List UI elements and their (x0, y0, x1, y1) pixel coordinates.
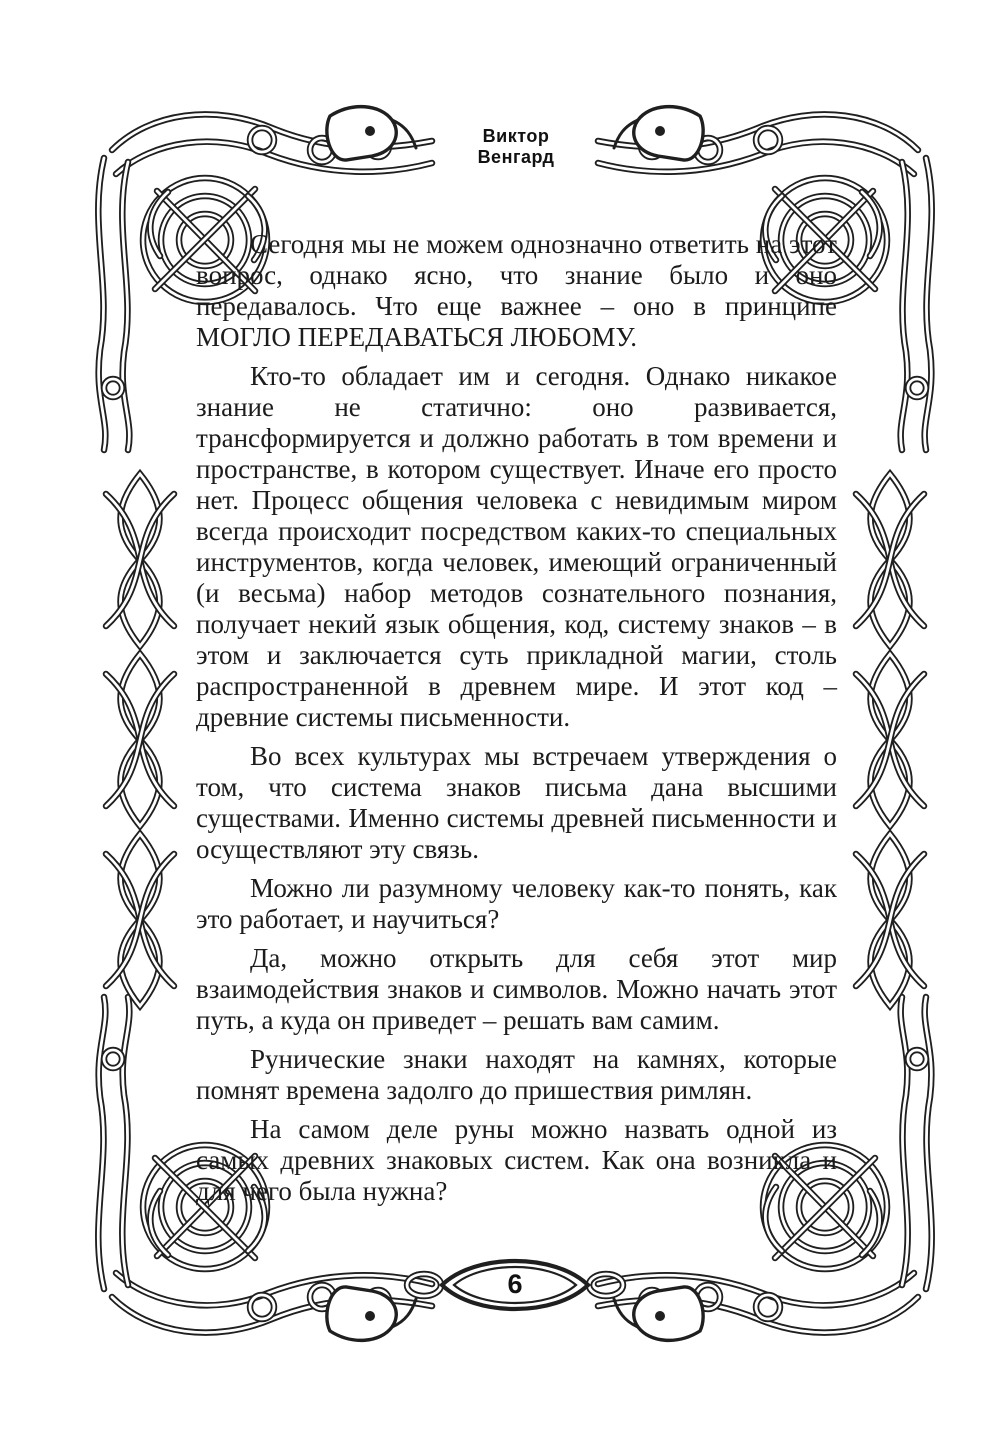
paragraph-5: Да, можно открыть для себя этот мир взаимодействия знаков и символов. Можно начать этот путь, а куда он приведет – решать вам самим. (196, 943, 837, 1035)
paragraph-7: На самом деле руны можно назвать одной из самых древних знаковых систем. Как она возникла и для чего была нужна? (196, 1114, 837, 1206)
author-last-name: Венгард (477, 147, 555, 167)
paragraph-4: Можно ли разумному человеку как-то понять, как это работает, и научиться? (196, 873, 837, 934)
body-text (196, 229, 837, 1215)
paragraph-2: Кто-то обладает им и сегодня. Однако никакое знание не статично: оно развивается, трансформируется и должно работать в том времени и пространстве, в котором существует. Иначе его просто нет. Процесс общения человека с невидимым миром всегда происходит посредством каких-то специальных инструментов, когда человек, имеющий ограниченный (и весьма) набор методов сознательного познания, получает некий язык общения, код, систему знаков – в этом и заключается суть прикладной магии, столь распространенной в древнем мире. И этот код – древние системы письменности. (196, 361, 837, 732)
page-number: 6 (507, 1269, 523, 1299)
author-header (196, 126, 836, 168)
paragraph-6: Рунические знаки находят на камнях, которые помнят времена задолго до пришествия римлян. (196, 1044, 837, 1105)
author-first-name: Виктор (482, 126, 550, 146)
paragraph-1: Сегодня мы не можем однозначно ответить на этот вопрос, однако ясно, что знание было и оно передавалось. Что еще важнее – оно в принципе МОГЛО ПЕРЕДАВАТЬСЯ ЛЮБОМУ. (196, 229, 837, 352)
paragraph-3: Во всех культурах мы встречаем утверждения о том, что система знаков письма дана высшими существами. Именно системы древней письменности и осуществляют эту связь. (196, 741, 837, 864)
